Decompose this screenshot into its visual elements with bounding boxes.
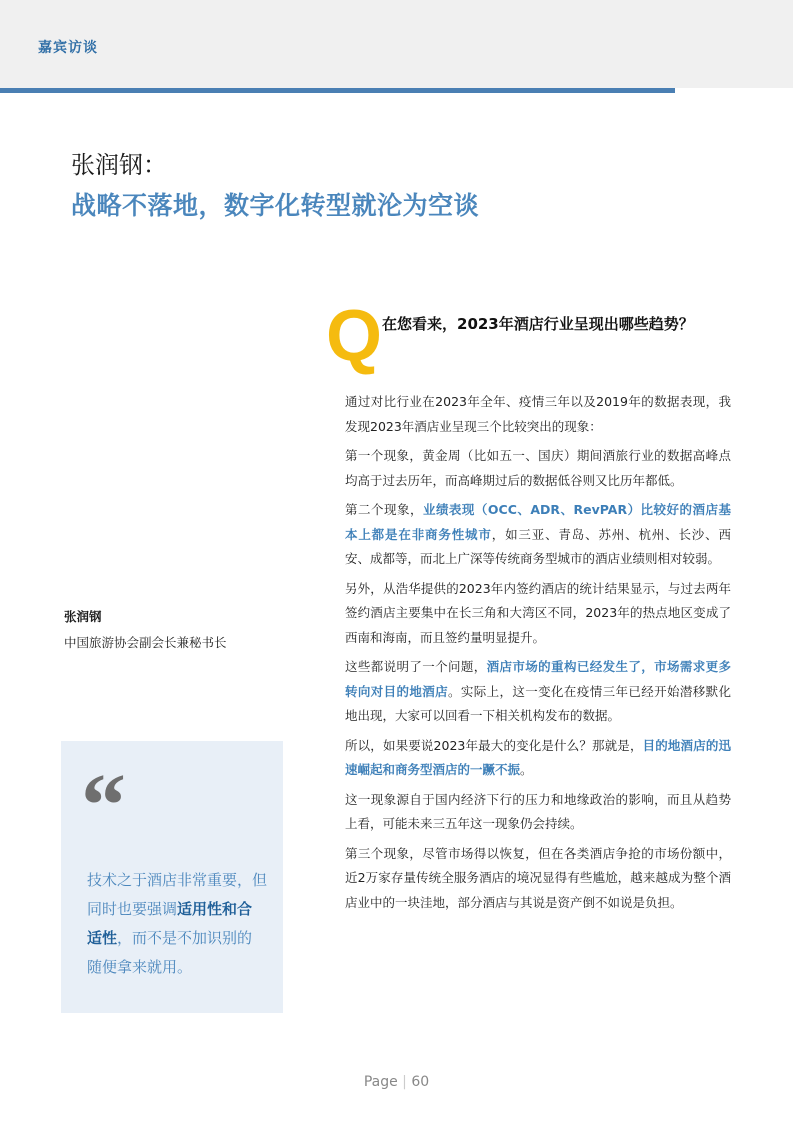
answer-paragraph: 另外，从浩华提供的2023年内签约酒店的统计结果显示，与过去两年签约酒店主要集中在长三角和大湾区不同，2023年的热点地区变成了西南和海南，而且签约量明显提升。 [345,580,731,645]
article-headline: 战略不落地，数字化转型就沦为空谈 [71,191,480,220]
pull-quote-text [87,866,267,982]
answer-paragraph: 第一个现象，黄金周（比如五一、国庆）期间酒旅行业的数据高峰点均高于过去历年，而高峰期过后的数据低谷则又比历年都低。 [345,448,731,488]
answer-paragraph [345,734,731,783]
guest-title: 中国旅游协会副会长兼秘书长 [64,635,227,650]
article-guest-heading: 张润钢： [71,151,167,179]
highlight-text: 业绩表现（OCC、ADR、RevPAR）比较好的酒店基本上都是在非商务性城市 [345,502,731,542]
answer-paragraph [345,498,731,572]
paragraph-text: 这些都说明了一个问题， [345,659,487,674]
guest-name: 张润钢 [64,609,102,624]
quote-icon: “ [81,756,126,855]
page-number: 60 [411,1074,430,1090]
highlight-text: 目的地酒店的迅速崛起和商务型酒店的一蹶不振 [345,737,731,777]
paragraph-text: ，如三亚、青岛、苏州、杭州、长沙、西安、成都等，而北上广深等传统商务型城市的酒店业绩则相对较弱。 [345,526,731,566]
paragraph-text: 。 [520,762,533,777]
quote-highlight: 适用性和合适性 [87,900,253,947]
highlight-text: 酒店市场的重构已经发生了，市场需求更多转向对目的地酒店 [345,659,731,699]
paragraph-text: 所以，如果要说2023年最大的变化是什么？那就是， [345,737,643,753]
question-text: 在您看来，2023年酒店行业呈现出哪些趋势？ [382,315,694,333]
quote-text-part: 技术之于酒店非常重要，但同时也要强调 [87,871,268,918]
page-separator: | [402,1074,407,1090]
header-band [0,0,793,88]
header-rule [0,88,675,93]
question-mark-icon: Q [326,296,383,376]
page-label: Page [363,1074,398,1090]
answer-body [345,390,731,920]
answer-paragraph: 第三个现象，尽管市场得以恢复，但在各类酒店争抢的市场份额中，近2万家存量传统全服务酒店的境况显得有些尴尬，越来越成为整个酒店业中的一块洼地，部分酒店与其说是资产倒不如说是负担。 [345,845,731,910]
answer-paragraph: 这一现象源自于国内经济下行的压力和地缘政治的影响，而且从趋势上看，可能未来三五年这一现象仍会持续。 [345,791,731,831]
quote-text-part: ，而不是不加识别的随便拿来就用。 [87,929,253,976]
section-label: 嘉宾访谈 [38,40,98,56]
paragraph-text: 。实际上，这一变化在疫情三年已经开始潜移默化地出现，大家可以回看一下相关机构发布的数据。 [345,683,731,723]
answer-paragraph [345,655,731,729]
answer-paragraph: 通过对比行业在2023年全年、疫情三年以及2019年的数据表现，我发现2023年酒店业呈现三个比较突出的现象： [345,394,731,434]
pull-quote-box [61,741,283,1013]
paragraph-text: 第二个现象， [345,502,423,517]
page-footer [0,1074,793,1090]
